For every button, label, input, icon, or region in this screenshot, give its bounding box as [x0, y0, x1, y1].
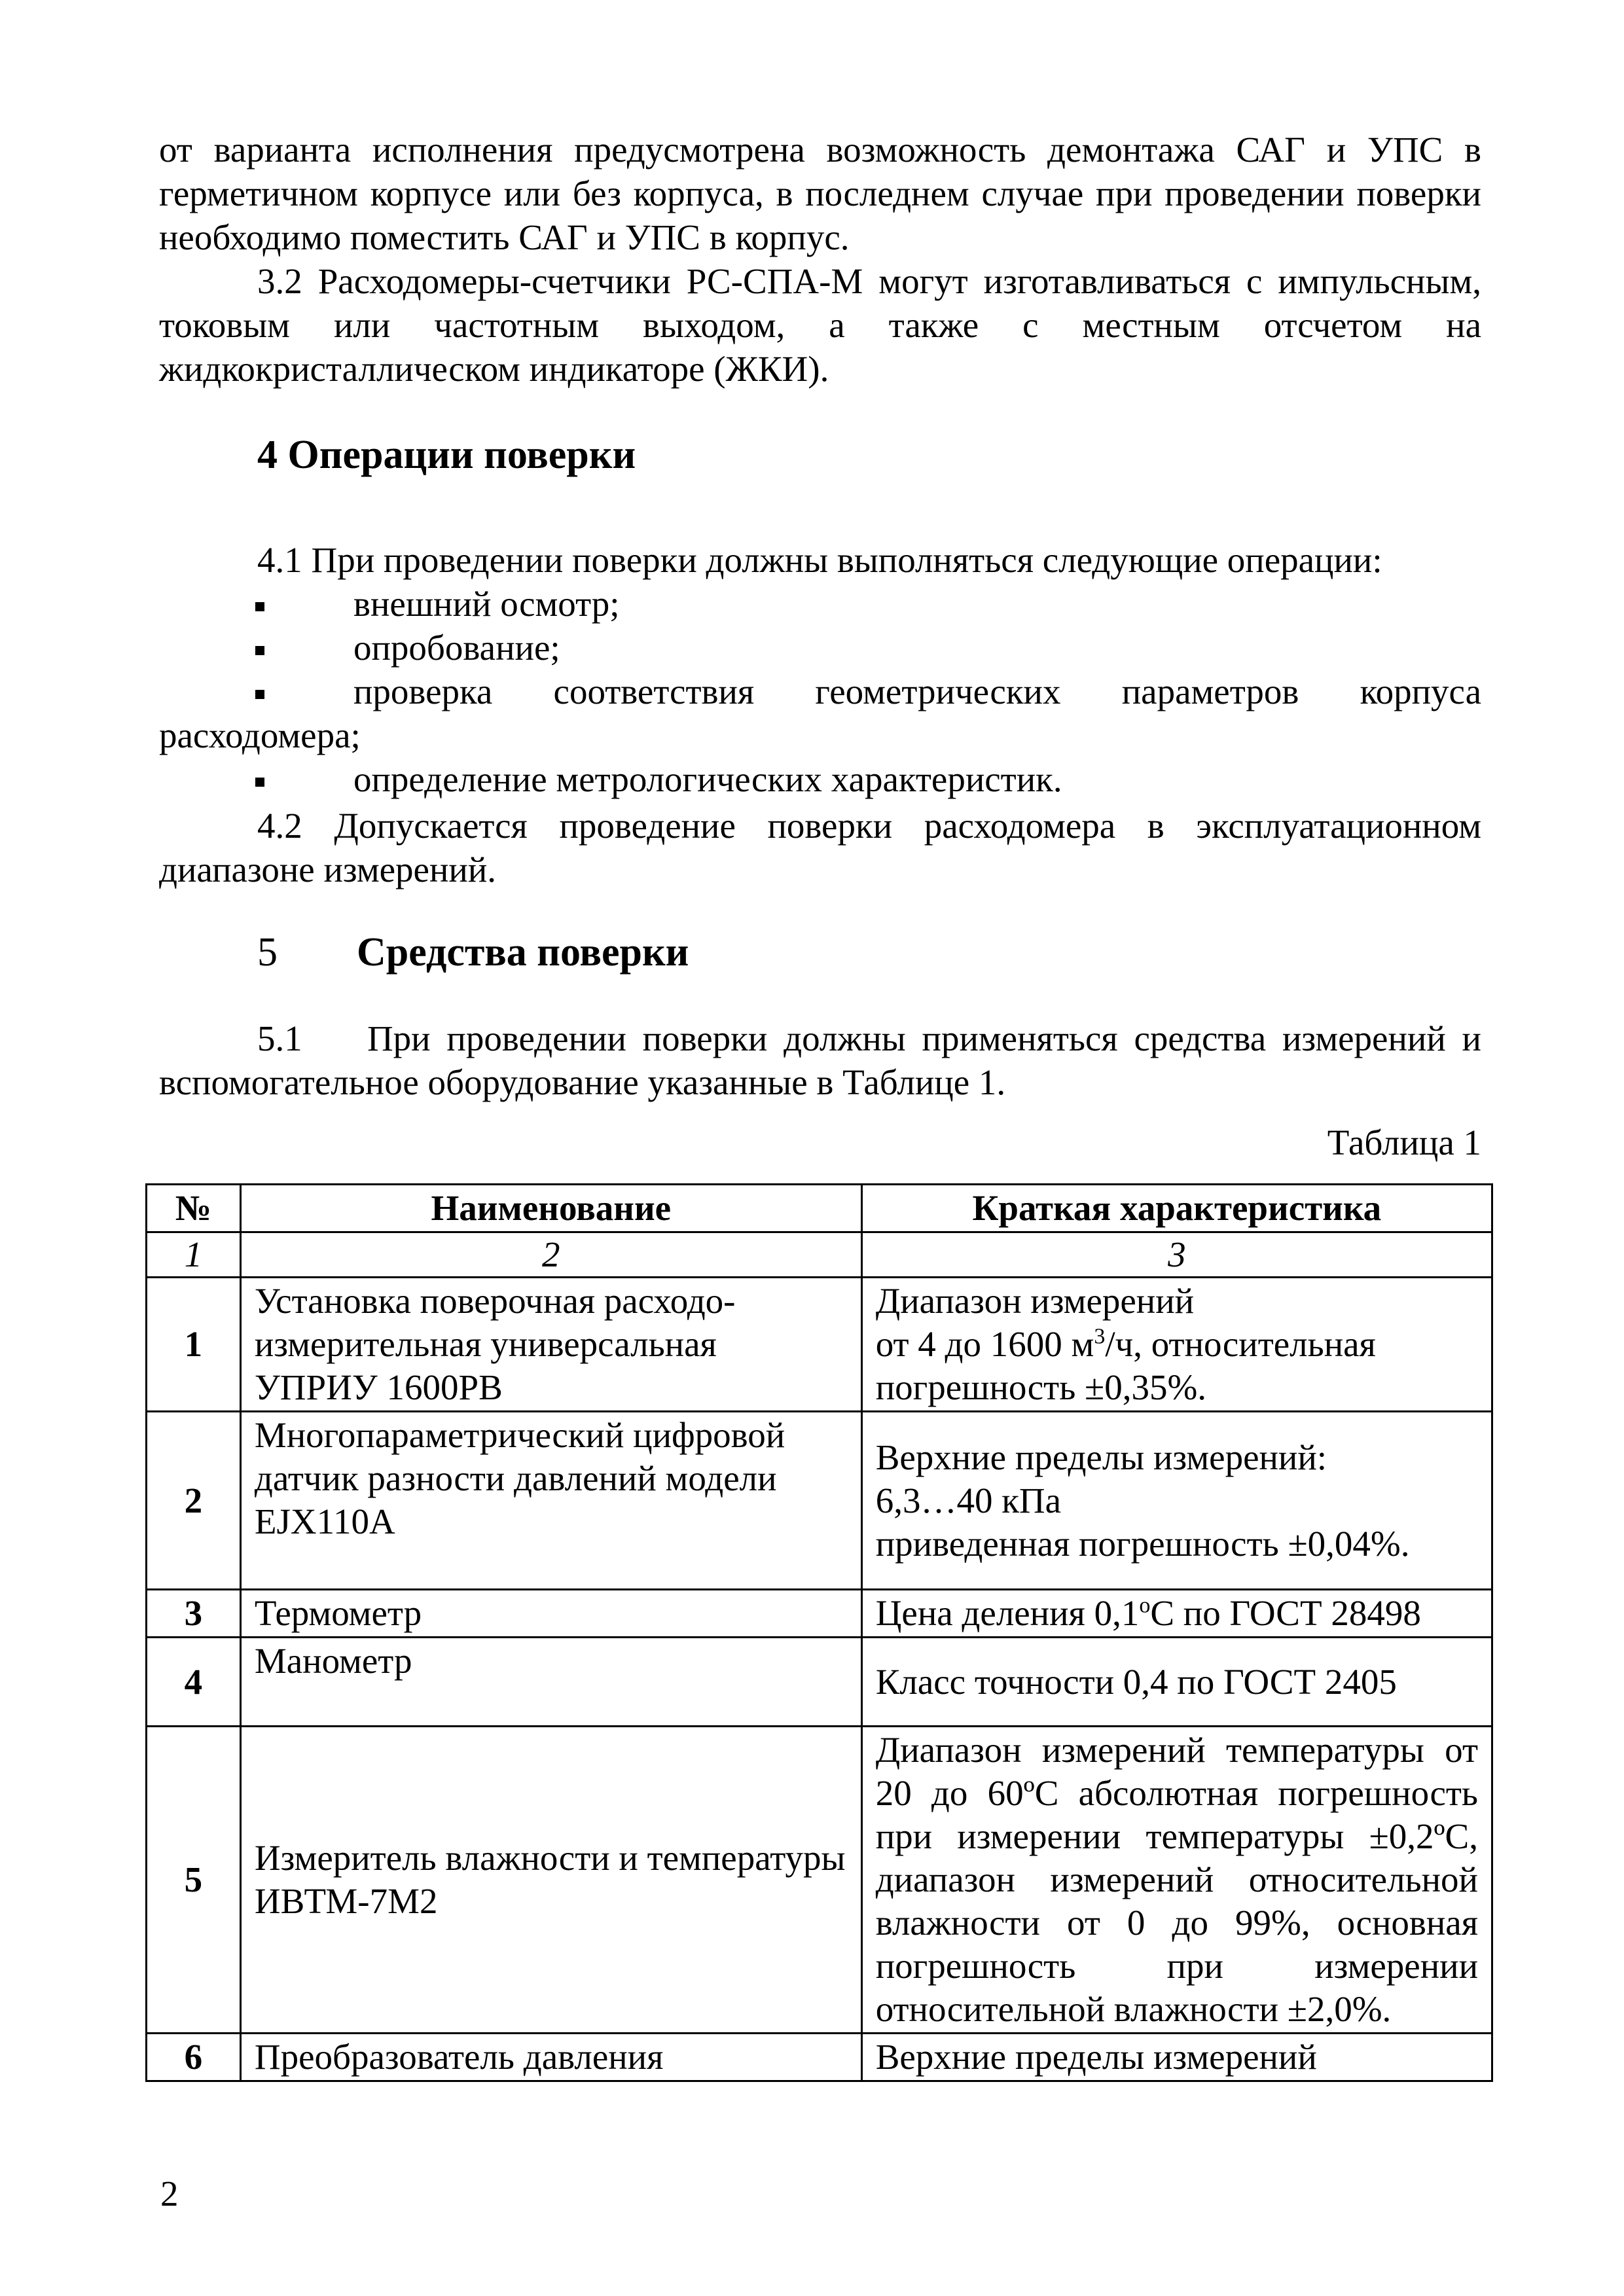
- desc-line: от 4 до 1600 м: [875, 1324, 1094, 1364]
- index-cell: 1: [147, 1232, 241, 1278]
- header-number: №: [147, 1185, 241, 1232]
- bullet-marker: [255, 646, 264, 655]
- page-number: 2: [160, 2174, 179, 2214]
- bullet-item-4: определение метрологических характеристик.: [353, 759, 1062, 799]
- desc-line: приведенная погрешность ±0,04%.: [875, 1523, 1410, 1564]
- row-description: Верхние пределы измерений: [861, 2034, 1492, 2081]
- row-number: 5: [147, 1727, 241, 2034]
- bullet-item-3: проверка соответствия геометрических параметров корпуса: [353, 672, 1481, 711]
- row-number: 3: [147, 1590, 241, 1638]
- header-description: Краткая характеристика: [861, 1185, 1492, 1232]
- bullet-item-2: опробование;: [353, 628, 560, 668]
- row-description: [861, 1278, 1492, 1412]
- desc-line: Диапазон измерений: [875, 1281, 1195, 1321]
- row-name: Установка поверочная расходо-измерительная универсальная УПРИУ 1600РВ: [240, 1278, 861, 1412]
- equipment-table: [145, 1183, 1493, 2082]
- bullet-item-1: внешний осмотр;: [353, 584, 620, 624]
- table-header-row: [147, 1185, 1492, 1232]
- table-index-row: [147, 1232, 1492, 1278]
- row-number: 1: [147, 1278, 241, 1412]
- header-name: Наименование: [240, 1185, 861, 1232]
- table-row: [147, 1638, 1492, 1727]
- row-name: Измеритель влажности и температуры ИВТМ-7М2: [240, 1727, 861, 2034]
- paragraph-continuation: от варианта исполнения предусмотрена возможность демонтажа САГ и УПС в герметичном корпусе или без корпуса, в последнем случае при проведении поверки необходимо поместить САГ и УПС в корпус.: [159, 130, 1481, 257]
- table-row: [147, 2034, 1492, 2081]
- desc-line: Цена деления 0,1: [875, 1593, 1140, 1633]
- table-row: [147, 1278, 1492, 1412]
- row-name: Преобразователь давления: [240, 2034, 861, 2081]
- row-description: [861, 1590, 1492, 1638]
- paragraph-4-2: 4.2 Допускается проведение поверки расходомера в эксплуатационном диапазоне измерений.: [159, 806, 1481, 889]
- superscript: o: [1139, 1593, 1151, 1618]
- paragraph-5-1: 5.1 При проведении поверки должны применяться средства измерений и вспомогательное оборудование указанные в Таблице 1.: [159, 1018, 1490, 1102]
- row-description: [861, 1412, 1492, 1590]
- bullet-item-3-continuation: расходомера;: [159, 715, 361, 755]
- index-cell: 3: [861, 1232, 1492, 1278]
- bullet-marker: [255, 690, 264, 699]
- table-row: [147, 1412, 1492, 1590]
- row-number: 6: [147, 2034, 241, 2081]
- row-name: Термометр: [240, 1590, 861, 1638]
- section-5-number: 5: [257, 930, 278, 975]
- table-row: [147, 1590, 1492, 1638]
- bullet-marker: [255, 778, 264, 787]
- paragraph-4-1: 4.1 При проведении поверки должны выполняться следующие операции:: [257, 540, 1382, 580]
- desc-line: С по ГОСТ 28498: [1150, 1593, 1421, 1633]
- paragraph-3-2: 3.2 Расходомеры-счетчики РС-СПА-М могут изготавливаться с импульсным, токовым или частотным выходом, а также с местным отсчетом на жидкокристаллическом индикаторе (ЖКИ).: [159, 261, 1481, 389]
- index-cell: 2: [240, 1232, 861, 1278]
- desc-line: /ч, относительная погрешность ±0,35%.: [875, 1324, 1376, 1407]
- row-description: Диапазон измерений температуры от 20 до 60ºС абсолютная погрешность при измерении температуры ±0,2ºС, диапазон измерений относительной влажности от 0 до 99%, основная погрешность при измерении относительной влажности ±2,0%.: [861, 1727, 1492, 2034]
- section-4-heading: 4 Операции поверки: [257, 433, 636, 477]
- row-description: Класс точности 0,4 по ГОСТ 2405: [861, 1638, 1492, 1727]
- bullet-marker: [255, 602, 264, 611]
- section-5-heading: Средства поверки: [357, 930, 689, 975]
- table-row: [147, 1727, 1492, 2034]
- row-name: Многопараметрический цифровой датчик разности давлений модели EJX110A: [240, 1412, 861, 1590]
- desc-line: 6,3…40 кПа: [875, 1480, 1062, 1520]
- row-name: Манометр: [240, 1638, 861, 1727]
- superscript: 3: [1094, 1324, 1106, 1349]
- desc-line: Верхние пределы измерений:: [875, 1437, 1327, 1477]
- row-number: 2: [147, 1412, 241, 1590]
- row-number: 4: [147, 1638, 241, 1727]
- table-caption: Таблица 1: [1327, 1122, 1481, 1162]
